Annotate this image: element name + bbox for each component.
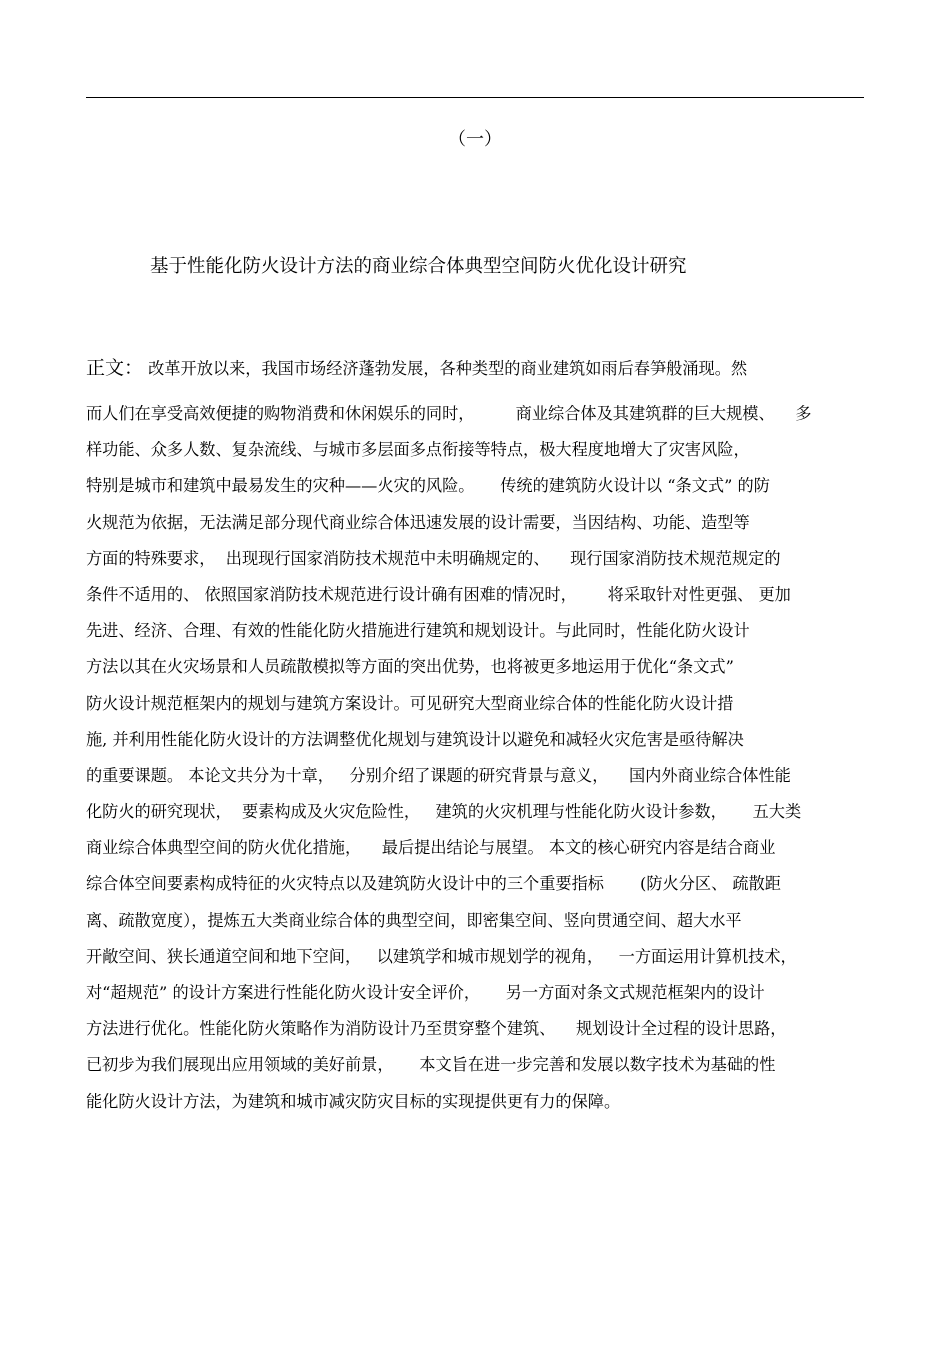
body-line: 方面的特殊要求， 出现现行国家消防技术规范中未明确规定的、 现行国家消防技术规范规定的 [86, 548, 781, 568]
body-text [86, 354, 886, 1124]
body-line: 方法进行优化。性能化防火策略作为消防设计乃至贯穿整个建筑、 规划设计全过程的设计思路， [86, 1019, 787, 1039]
body-line: 开敞空间、狭长通道空间和地下空间， 以建筑学和城市规划学的视角， 一方面运用计算机技术， [86, 946, 797, 966]
body-line: 而人们在享受高效便捷的购物消费和休闲娱乐的同时， 商业综合体及其建筑群的巨大规模、 多 [86, 404, 812, 423]
body-line: 样功能、众多人数、复杂流线、与城市多层面多点衔接等特点，极大程度地增大了灾害风险， [86, 440, 750, 460]
body-line: 特别是城市和建筑中最易发生的灾种——火灾的风险。 传统的建筑防火设计以 “条文式” 的防 [86, 476, 770, 496]
body-line: 条件不适用的、 依照国家消防技术规范进行设计确有困难的情况时， 将采取针对性更强、 更加 [86, 584, 791, 604]
body-line: 的重要课题。 本论文共分为十章， 分别介绍了课题的研究背景与意义， 国内外商业综合体性能 [86, 765, 791, 785]
body-line: 方法以其在火灾场景和人员疏散模拟等方面的突出优势，也将被更多地运用于优化“条文式” [86, 657, 734, 677]
body-line: 施, 并利用性能化防火设计的方法调整优化规划与建筑设计以避免和减轻火灾危害是亟待解决 [86, 729, 744, 749]
body-line-text: 改革开放以来，我国市场经济蓬勃发展，各种类型的商业建筑如雨后春笋般涌现。然 [143, 359, 748, 378]
body-lead-label: 正文： [86, 357, 144, 379]
body-line [86, 354, 886, 400]
body-line: 离、疏散宽度），提炼五大类商业综合体的典型空间，即密集空间、竖向贯通空间、超大水平 [86, 910, 742, 930]
document-title: 基于性能化防火设计方法的商业综合体典型空间防火优化设计研究 [150, 256, 687, 277]
body-line: 防火设计规范框架内的规划与建筑方案设计。可见研究大型商业综合体的性能化防火设计措 [86, 693, 734, 713]
top-rule-divider [86, 97, 864, 98]
body-line: 已初步为我们展现出应用领域的美好前景， 本文旨在进一步完善和发展以数字技术为基础的性 [86, 1055, 776, 1075]
body-line: 火规范为依据，无法满足部分现代商业综合体迅速发展的设计需要，当因结构、功能、造型等 [86, 512, 750, 532]
body-line: 能化防火设计方法，为建筑和城市减灾防灾目标的实现提供更有力的保障。 [86, 1091, 621, 1111]
body-line: 商业综合体典型空间的防火优化措施， 最后提出结论与展望。 本文的核心研究内容是结合商业 [86, 838, 776, 858]
body-line: 先进、经济、合理、有效的性能化防火措施进行建筑和规划设计。与此同时，性能化防火设计 [86, 621, 750, 641]
body-line: 综合体空间要素构成特征的火灾特点以及建筑防火设计中的三个重要指标 (防火分区、 疏散距 [86, 874, 781, 894]
body-line: 对“超规范” 的设计方案进行性能化防火设计安全评价， 另一方面对条文式规范框架内的设计 [86, 983, 765, 1002]
body-line: 化防火的研究现状， 要素构成及火灾危险性， 建筑的火灾机理与性能化防火设计参数， 五大类 [86, 802, 802, 822]
section-number: （一） [448, 129, 502, 150]
